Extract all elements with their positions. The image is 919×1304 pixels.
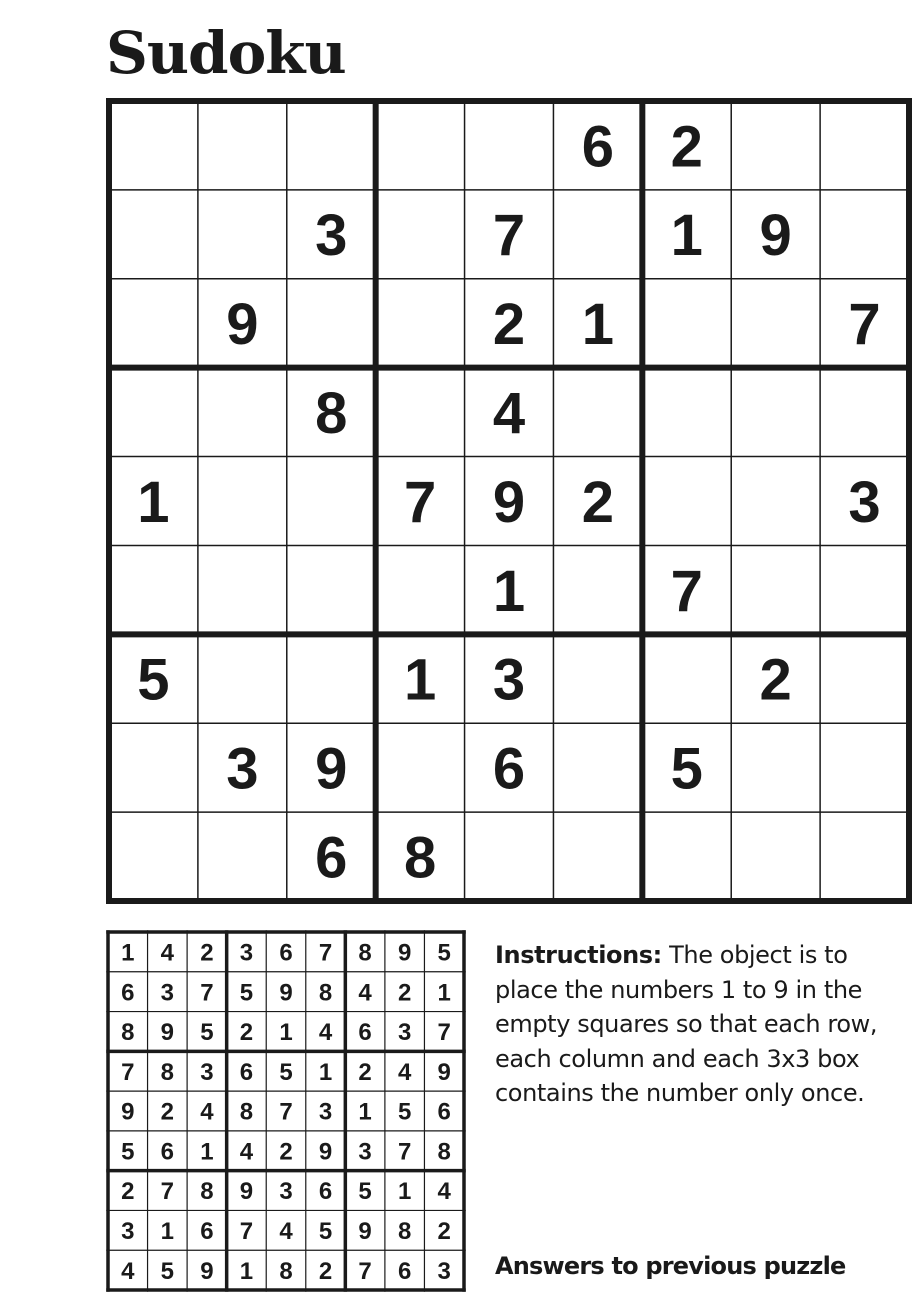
instructions-heading: Instructions: — [495, 941, 662, 969]
answer-digit: 4 — [239, 1138, 254, 1166]
sudoku-grid[interactable] — [106, 98, 912, 904]
answer-digit: 8 — [437, 1138, 451, 1166]
puzzle-cell-r1c2[interactable] — [198, 101, 287, 190]
puzzle-digit: 2 — [581, 469, 615, 535]
puzzle-digit: 3 — [848, 469, 881, 535]
answer-digit: 2 — [437, 1217, 451, 1245]
answers-caption: Answers to previous puzzle — [495, 1252, 846, 1280]
puzzle-cell-r4c2[interactable] — [198, 368, 287, 457]
answer-digit: 1 — [397, 1178, 412, 1206]
puzzle-cell-r4c6[interactable] — [553, 368, 642, 457]
answer-digit: 5 — [160, 1257, 175, 1285]
instructions-text — [495, 938, 895, 1111]
answer-digit: 2 — [318, 1257, 333, 1285]
answer-digit: 3 — [318, 1098, 333, 1126]
answer-digit: 6 — [160, 1138, 175, 1166]
puzzle-cell-r2c2[interactable] — [198, 190, 287, 279]
puzzle-digit: 2 — [492, 292, 526, 358]
answer-digit: 7 — [318, 939, 333, 967]
answer-digit: 4 — [121, 1257, 135, 1285]
answer-digit: 5 — [121, 1138, 135, 1166]
puzzle-cell-r7c3[interactable] — [287, 634, 376, 723]
answer-digit: 4 — [437, 1178, 451, 1206]
answer-digit: 1 — [358, 1098, 372, 1126]
puzzle-digit: 1 — [492, 558, 526, 624]
answer-digit: 2 — [200, 939, 214, 967]
answer-digit: 9 — [279, 979, 293, 1007]
answer-digit: 8 — [121, 1019, 135, 1047]
answer-digit: 8 — [200, 1178, 214, 1206]
answer-digit: 7 — [358, 1257, 372, 1285]
answer-digit: 3 — [397, 1019, 412, 1047]
answer-digit: 4 — [200, 1098, 214, 1126]
answer-digit: 6 — [279, 939, 293, 967]
previous-puzzle-answer-grid — [106, 930, 466, 1292]
answer-digit: 4 — [318, 1019, 333, 1047]
puzzle-cell-r9c1[interactable] — [109, 812, 198, 901]
puzzle-cell-r4c9[interactable] — [820, 368, 909, 457]
answer-digit: 1 — [437, 979, 451, 1007]
puzzle-cell-r2c6[interactable] — [553, 190, 642, 279]
puzzle-cell-r5c7[interactable] — [642, 457, 731, 546]
answer-digit: 9 — [200, 1257, 214, 1285]
puzzle-cell-r9c7[interactable] — [642, 812, 731, 901]
answer-digit: 9 — [121, 1098, 135, 1126]
answer-digit: 9 — [437, 1058, 451, 1086]
puzzle-digit: 9 — [759, 203, 792, 269]
puzzle-cell-r7c2[interactable] — [198, 634, 287, 723]
answer-digit: 9 — [397, 939, 412, 967]
answer-digit: 2 — [121, 1178, 135, 1206]
answer-digit: 7 — [200, 979, 214, 1007]
puzzle-cell-r5c2[interactable] — [198, 457, 287, 546]
puzzle-digit: 1 — [403, 647, 437, 713]
puzzle-cell-r1c1[interactable] — [109, 101, 198, 190]
answer-digit: 7 — [239, 1217, 254, 1245]
puzzle-cell-r8c4[interactable] — [376, 723, 465, 812]
puzzle-digit: 6 — [581, 114, 615, 180]
answer-digit: 5 — [318, 1217, 333, 1245]
answer-digit: 6 — [239, 1058, 254, 1086]
puzzle-cell-r1c3[interactable] — [287, 101, 376, 190]
puzzle-cell-r5c3[interactable] — [287, 457, 376, 546]
puzzle-cell-r7c6[interactable] — [553, 634, 642, 723]
puzzle-cell-r7c7[interactable] — [642, 634, 731, 723]
answer-digit: 7 — [160, 1178, 175, 1206]
answer-digit: 7 — [121, 1058, 135, 1086]
answer-digit: 9 — [239, 1178, 254, 1206]
answer-digit: 3 — [239, 939, 254, 967]
puzzle-digit: 7 — [403, 469, 437, 535]
puzzle-digit: 4 — [492, 380, 526, 446]
answer-digit: 2 — [358, 1058, 372, 1086]
puzzle-cell-r8c6[interactable] — [553, 723, 642, 812]
puzzle-digit: 5 — [137, 647, 170, 713]
puzzle-cell-r6c8[interactable] — [731, 545, 820, 634]
answer-digit: 9 — [358, 1217, 372, 1245]
answer-digit: 7 — [437, 1019, 451, 1047]
answer-digit: 5 — [358, 1178, 372, 1206]
puzzle-digit: 7 — [848, 292, 881, 358]
answer-digit: 1 — [121, 939, 135, 967]
puzzle-cell-r6c6[interactable] — [553, 545, 642, 634]
answer-digit: 4 — [397, 1058, 412, 1086]
puzzle-digit: 2 — [670, 114, 703, 180]
puzzle-cell-r3c8[interactable] — [731, 279, 820, 368]
puzzle-cell-r3c3[interactable] — [287, 279, 376, 368]
puzzle-cell-r6c1[interactable] — [109, 545, 198, 634]
answer-digit: 1 — [160, 1217, 175, 1245]
answer-digit: 8 — [397, 1217, 412, 1245]
puzzle-cell-r4c7[interactable] — [642, 368, 731, 457]
answer-digit: 8 — [160, 1058, 175, 1086]
puzzle-cell-r8c9[interactable] — [820, 723, 909, 812]
answer-digit: 6 — [437, 1098, 451, 1126]
puzzle-digit: 9 — [315, 736, 348, 802]
puzzle-cell-r9c5[interactable] — [465, 812, 554, 901]
answer-digit: 4 — [358, 979, 372, 1007]
answer-digit: 5 — [200, 1019, 214, 1047]
puzzle-digit: 7 — [670, 558, 703, 624]
puzzle-cell-r3c1[interactable] — [109, 279, 198, 368]
answer-digit: 1 — [200, 1138, 214, 1166]
answer-digit: 5 — [437, 939, 451, 967]
puzzle-cell-r1c4[interactable] — [376, 101, 465, 190]
answer-digit: 4 — [279, 1217, 293, 1245]
answer-digit: 5 — [397, 1098, 412, 1126]
instructions-body: The object is to place the numbers 1 to 9 in the empty squares so that each row, each column and each 3x3 box contains the number only once. — [495, 941, 878, 1107]
puzzle-cell-r6c2[interactable] — [198, 545, 287, 634]
answer-digit: 7 — [279, 1098, 293, 1126]
puzzle-cell-r8c8[interactable] — [731, 723, 820, 812]
puzzle-cell-r8c1[interactable] — [109, 723, 198, 812]
answer-digit: 3 — [279, 1178, 293, 1206]
answer-digit: 3 — [160, 979, 175, 1007]
answer-digit: 5 — [279, 1058, 293, 1086]
puzzle-digit: 3 — [492, 647, 526, 713]
puzzle-cell-r9c2[interactable] — [198, 812, 287, 901]
puzzle-cell-r9c8[interactable] — [731, 812, 820, 901]
answer-digit: 6 — [358, 1019, 372, 1047]
puzzle-digit: 1 — [137, 469, 170, 535]
answer-digit: 6 — [318, 1178, 333, 1206]
puzzle-digit: 9 — [492, 469, 526, 535]
answer-digit: 6 — [121, 979, 135, 1007]
puzzle-cell-r9c9[interactable] — [820, 812, 909, 901]
answer-digit: 8 — [279, 1257, 293, 1285]
answer-digit: 5 — [239, 979, 254, 1007]
answer-digit: 3 — [200, 1058, 214, 1086]
puzzle-digit: 6 — [315, 825, 348, 891]
puzzle-cell-r2c4[interactable] — [376, 190, 465, 279]
puzzle-digit: 3 — [226, 736, 259, 802]
puzzle-cell-r1c5[interactable] — [465, 101, 554, 190]
answer-digit: 2 — [239, 1019, 254, 1047]
answer-digit: 6 — [397, 1257, 412, 1285]
puzzle-cell-r3c4[interactable] — [376, 279, 465, 368]
puzzle-digit: 9 — [226, 292, 259, 358]
answer-digit: 8 — [358, 939, 372, 967]
puzzle-cell-r7c9[interactable] — [820, 634, 909, 723]
puzzle-digit: 5 — [670, 736, 703, 802]
answer-digit: 8 — [318, 979, 333, 1007]
puzzle-cell-r4c4[interactable] — [376, 368, 465, 457]
puzzle-digit: 8 — [315, 380, 348, 446]
answer-digit: 8 — [239, 1098, 254, 1126]
puzzle-cell-r9c6[interactable] — [553, 812, 642, 901]
answer-digit: 9 — [318, 1138, 333, 1166]
puzzle-cell-r3c7[interactable] — [642, 279, 731, 368]
puzzle-digit: 6 — [492, 736, 526, 802]
answer-digit: 3 — [437, 1257, 451, 1285]
puzzle-cell-r2c1[interactable] — [109, 190, 198, 279]
answer-digit: 2 — [397, 979, 412, 1007]
answer-digit: 1 — [318, 1058, 333, 1086]
puzzle-cell-r4c1[interactable] — [109, 368, 198, 457]
puzzle-digit: 2 — [759, 647, 792, 713]
puzzle-digit: 7 — [492, 203, 526, 269]
puzzle-cell-r2c9[interactable] — [820, 190, 909, 279]
answer-digit: 1 — [239, 1257, 254, 1285]
answer-digit: 2 — [279, 1138, 293, 1166]
answer-digit: 7 — [397, 1138, 412, 1166]
puzzle-cell-r6c9[interactable] — [820, 545, 909, 634]
puzzle-cell-r6c4[interactable] — [376, 545, 465, 634]
puzzle-cell-r4c8[interactable] — [731, 368, 820, 457]
answer-digit: 4 — [160, 939, 175, 967]
puzzle-cell-r1c9[interactable] — [820, 101, 909, 190]
puzzle-cell-r6c3[interactable] — [287, 545, 376, 634]
puzzle-digit: 3 — [315, 203, 348, 269]
answer-digit: 3 — [121, 1217, 135, 1245]
puzzle-digit: 1 — [670, 203, 703, 269]
page-title: Sudoku — [106, 19, 346, 87]
answer-digit: 2 — [160, 1098, 175, 1126]
puzzle-digit: 8 — [403, 825, 437, 891]
answer-digit: 6 — [200, 1217, 214, 1245]
puzzle-cell-r1c8[interactable] — [731, 101, 820, 190]
puzzle-cell-r5c8[interactable] — [731, 457, 820, 546]
answer-digit: 1 — [279, 1019, 293, 1047]
answer-digit: 3 — [358, 1138, 372, 1166]
puzzle-digit: 1 — [581, 292, 615, 358]
answer-digit: 9 — [160, 1019, 175, 1047]
